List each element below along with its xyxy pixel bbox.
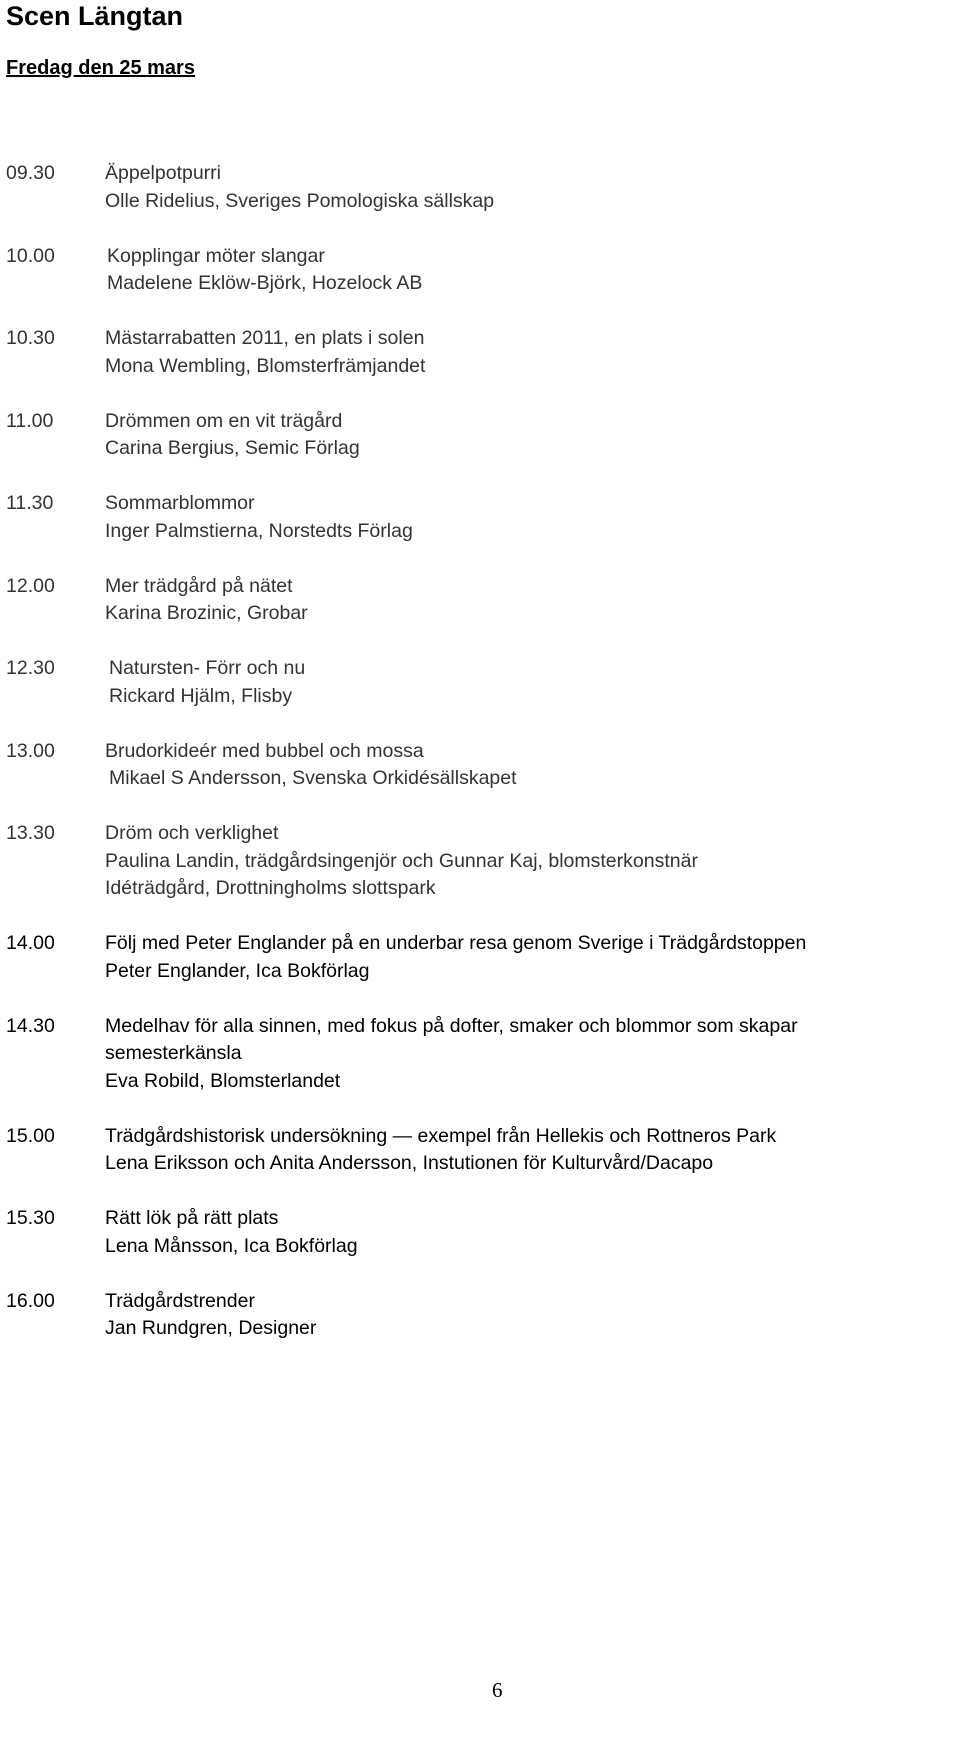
entry-speaker: Lena Eriksson och Anita Andersson, Instutionen för Kulturvård/Dacapo [105,1152,714,1174]
entry-speaker: Inger Palmstierna, Norstedts Förlag [105,519,413,542]
schedule-entry [6,738,956,793]
entry-title: Natursten- Förr och nu [109,657,306,679]
entry-body [105,160,956,215]
entry-time: 16.00 [6,1289,55,1312]
entry-speaker: Rickard Hjälm, Flisby [109,684,293,707]
entry-title: Dröm och verklighet [105,822,279,844]
entry-title: Äppelpotpurri [105,162,221,184]
entry-title: Brudorkideér med bubbel och mossa [105,739,424,762]
entry-title: Trädgårdshistorisk undersökning — exempel från Hellekis och Rottneros Park [105,1124,777,1147]
entry-title: Rätt lök på rätt plats [105,1207,279,1229]
entry-time: 11.00 [6,409,54,432]
entry-body [105,930,956,985]
schedule-entry [6,1013,956,1096]
entry-time: 13.00 [6,739,55,762]
schedule-entry [6,1288,956,1343]
entry-title: Trädgårdstrender [105,1289,255,1312]
entry-speaker: Mona Wembling, Blomsterfrämjandet [105,354,426,377]
entry-time: 09.30 [6,162,55,184]
entry-time: 14.00 [6,932,55,954]
entry-body [105,490,956,545]
entry-time: 12.00 [6,574,55,597]
schedule-entry [6,655,956,710]
entry-title: Medelhav för alla sinnen, med fokus på dofter, smaker och blommor som skapar [105,1014,798,1037]
entry-speaker: Madelene Eklöw-Björk, Hozelock AB [107,272,423,294]
entry-title: Drömmen om en vit trägård [105,409,343,432]
entry-time: 10.00 [6,244,55,267]
entry-body [105,408,956,463]
entry-time: 15.00 [6,1124,55,1147]
date-heading: Fredag den 25 mars [6,57,195,79]
entry-time: 15.30 [6,1207,55,1229]
entry-title: Kopplingar möter slangar [107,244,325,267]
entry-title: Sommarblommor [105,492,255,514]
schedule-entry [6,325,956,380]
schedule-entry [6,160,956,215]
schedule-entry [6,820,956,903]
schedule-entry [6,243,956,298]
entry-body [105,1013,956,1096]
entry-title: Följ med Peter Englander på en underbar resa genom Sverige i Trädgårdstoppen [105,932,807,954]
entry-body [107,243,956,298]
entry-speaker: Eva Robild, Blomsterlandet [105,1069,341,1092]
entry-speaker: Mikael S Andersson, Svenska Orkidésällskapet [109,767,517,789]
entry-body [105,1288,956,1343]
schedule-entry [6,490,956,545]
schedule-entry [6,1123,956,1178]
entry-speaker: Paulina Landin, trädgårdsingenjör och Gunnar Kaj, blomsterkonstnär [105,849,698,872]
entry-speaker: Carina Bergius, Semic Förlag [105,437,360,459]
entry-location: Idéträdgård, Drottningholms slottspark [105,877,436,899]
schedule-list [6,160,956,1370]
page-title: Scen Längtan [6,1,184,31]
entry-body [105,325,956,380]
entry-time: 13.30 [6,822,55,844]
schedule-entry [6,930,956,985]
entry-time: 12.30 [6,657,55,679]
entry-title: Mer trädgård på nätet [105,574,293,597]
entry-time: 14.30 [6,1014,55,1037]
entry-title-continued: semesterkänsla [105,1042,242,1064]
schedule-entry [6,573,956,628]
entry-time: 10.30 [6,327,55,349]
entry-speaker: Peter Englander, Ica Bokförlag [105,959,370,982]
schedule-entry [6,408,956,463]
entry-speaker: Jan Rundgren, Designer [105,1317,317,1339]
page-number: 6 [492,1678,503,1702]
entry-body [109,655,956,710]
entry-speaker: Lena Månsson, Ica Bokförlag [105,1234,358,1257]
entry-body [105,1123,956,1178]
schedule-entry [6,1205,956,1260]
entry-speaker: Olle Ridelius, Sveriges Pomologiska sällskap [105,189,495,212]
entry-body [105,820,956,903]
entry-body [105,738,956,793]
entry-body [105,1205,956,1260]
entry-speaker: Karina Brozinic, Grobar [105,602,308,624]
entry-body [105,573,956,628]
entry-time: 11.30 [6,492,54,514]
entry-title: Mästarrabatten 2011, en plats i solen [105,327,425,349]
